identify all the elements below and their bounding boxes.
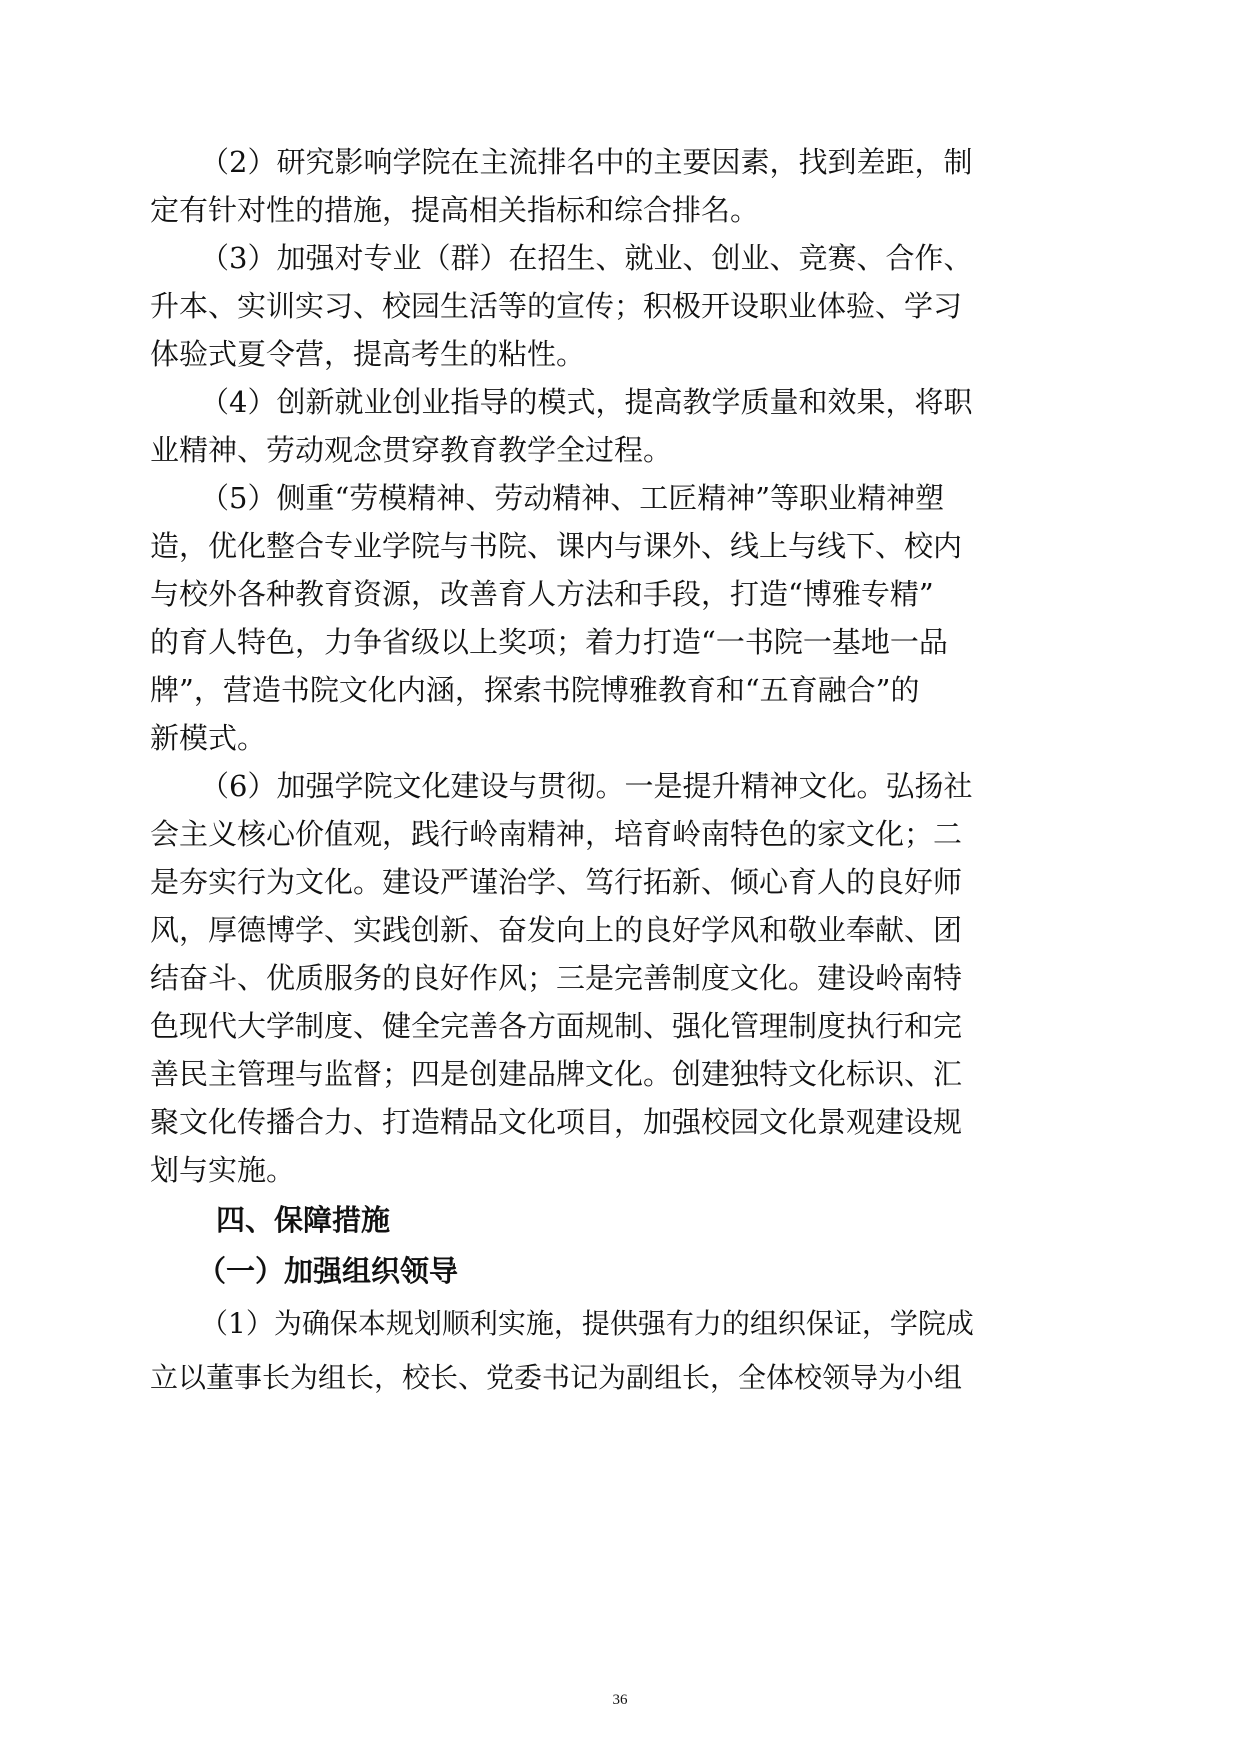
paragraph-6-line-6: 色现代大学制度、健全完善各方面规制、强化管理制度执行和完	[150, 1009, 963, 1043]
paragraph-3-line-3: 体验式夏令营，提高考生的粘性。	[150, 337, 586, 371]
paragraph-5-line-6: 新模式。	[150, 721, 267, 755]
paragraph-5-line-4: 的育人特色，力争省级以上奖项；着力打造“一书院一基地一品	[150, 625, 948, 659]
paragraph-6-line-3: 是夯实行为文化。建设严谨治学、笃行拓新、倾心育人的良好师	[150, 865, 963, 899]
final-paragraph-line-1: （1）为确保本规划顺利实施，提供强有力的组织保证，学院成	[200, 1307, 974, 1340]
paragraph-6-line-4: 风，厚德博学、实践创新、奋发向上的良好学风和敬业奉献、团	[150, 913, 963, 947]
paragraph-2-line-2: 定有针对性的措施，提高相关指标和综合排名。	[150, 193, 760, 227]
paragraph-6-line-1: （6）加强学院文化建设与贯彻。一是提升精神文化。弘扬社	[200, 769, 973, 803]
paragraph-3-line-1: （3）加强对专业（群）在招生、就业、创业、竞赛、合作、	[200, 241, 973, 275]
page-number: 36	[612, 1692, 628, 1708]
paragraph-3-line-2: 升本、实训实习、校园生活等的宣传；积极开设职业体验、学习	[150, 289, 963, 323]
paragraph-5-line-5: 牌”，营造书院文化内涵，探索书院博雅教育和“五育融合”的	[150, 673, 920, 707]
paragraph-5-line-2: 造，优化整合专业学院与书院、课内与课外、线上与线下、校内	[150, 529, 963, 563]
paragraph-6-line-2: 会主义核心价值观，践行岭南精神，培育岭南特色的家文化；二	[150, 817, 963, 851]
paragraph-5-line-1: （5）侧重“劳模精神、劳动精神、工匠精神”等职业精神塑	[200, 481, 945, 515]
final-paragraph-line-2: 立以董事长为组长，校长、党委书记为副组长，全体校领导为小组	[150, 1361, 963, 1394]
section-heading: 四、保障措施	[216, 1203, 391, 1237]
paragraph-6-line-7: 善民主管理与监督；四是创建品牌文化。创建独特文化标识、汇	[150, 1057, 963, 1091]
paragraph-6-line-5: 结奋斗、优质服务的良好作风；三是完善制度文化。建设岭南特	[150, 961, 963, 995]
paragraph-5-line-3: 与校外各种教育资源，改善育人方法和手段，打造“博雅专精”	[150, 577, 934, 611]
paragraph-4-line-1: （4）创新就业创业指导的模式，提高教学质量和效果，将职	[200, 385, 973, 419]
paragraph-6-line-8: 聚文化传播合力、打造精品文化项目，加强校园文化景观建设规	[150, 1105, 963, 1139]
paragraph-6-line-9: 划与实施。	[150, 1153, 296, 1187]
subsection-heading: （一）加强组织领导	[197, 1254, 459, 1288]
paragraph-2-line-1: （2）研究影响学院在主流排名中的主要因素，找到差距，制	[200, 145, 973, 179]
paragraph-4-line-2: 业精神、劳动观念贯穿教育教学全过程。	[150, 433, 673, 467]
